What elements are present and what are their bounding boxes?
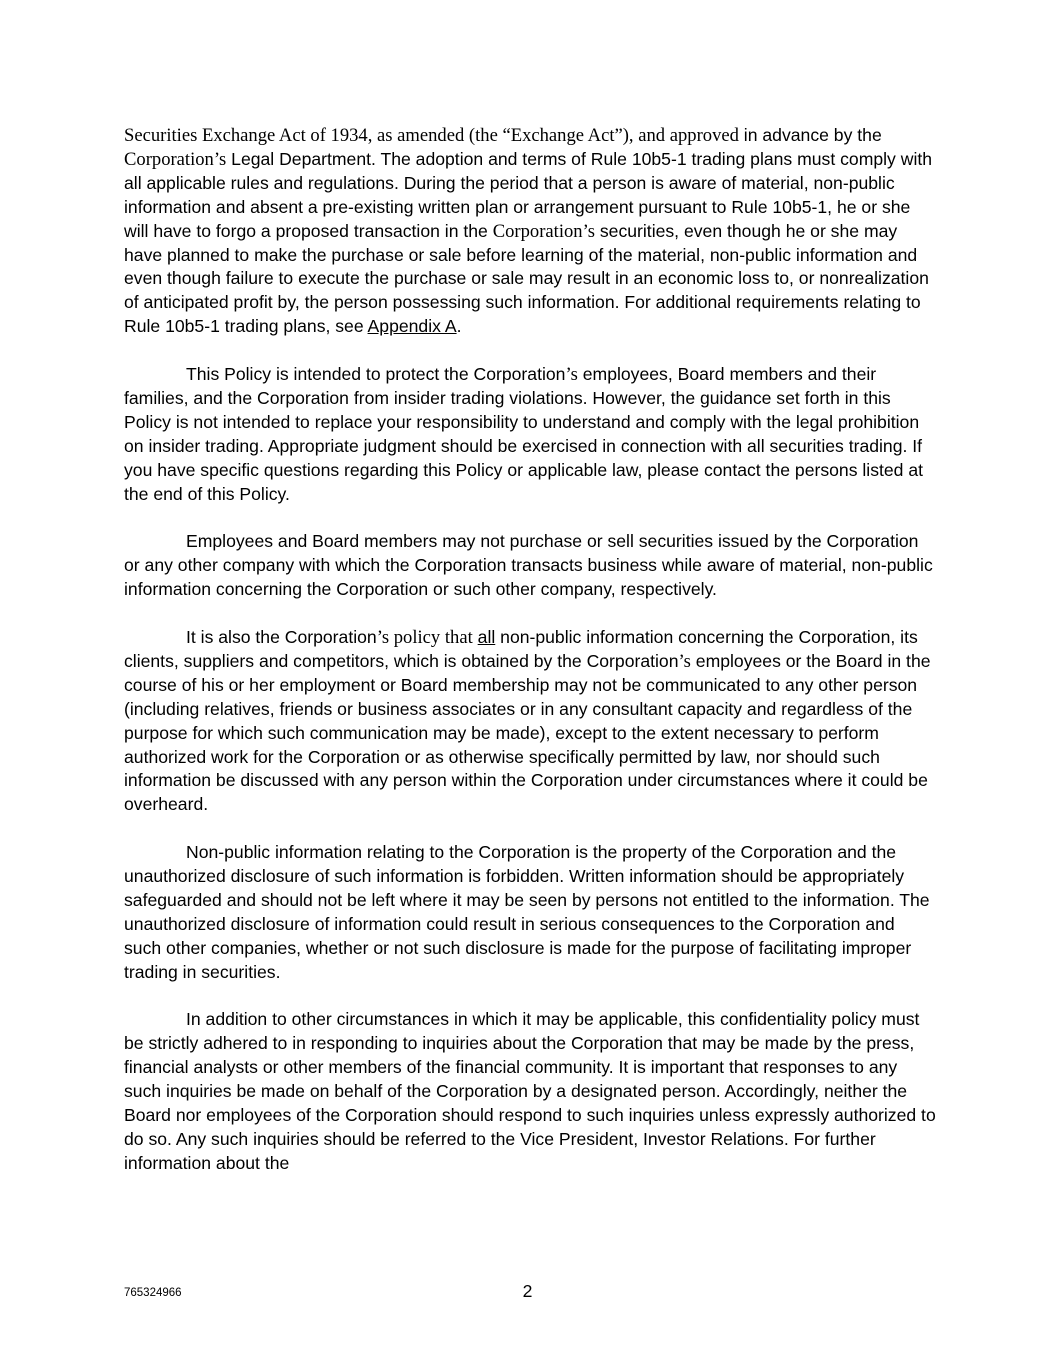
text-run: Securities Exchange Act of 1934, as amended (the “Exchange Act”), and approved [124,125,739,146]
text-run: employees or the Board in the course of his or her employment or Board membership may not be communicated to any other person (including relatives, friends or business associates or in any consultant capacity and regardless of the purpose for which such communication may be made), except to the extent necessary to perform authorized work for the Corporation or as otherwise specifically permitted by law, nor should such information be discussed with any person within the Corporation under circumstances where it could be overheard. [124,650,931,815]
document-body [124,124,936,1200]
text-run: Corporation’s [124,148,227,170]
page-number: 2 [522,1281,533,1301]
text-run: ’s [678,650,691,672]
appendix-a-link: Appendix A [367,316,457,337]
paragraph-6 [124,1008,936,1175]
paragraph-5 [124,841,936,984]
paragraph-2 [124,363,936,506]
text-run: in advance by the [738,125,882,145]
paragraph-4 [124,626,936,817]
text-run: Employees and Board members may not purchase or sell securities issued by the Corporation or any other company with which the Corporation transacts business while aware of material, non-public information concerning the Corporation or such other company, respectively. [124,531,933,600]
paragraph-1 [124,124,936,339]
text-run: ’s policy that [376,626,473,648]
text-run: non-public information concerning the Corporation, its clients, suppliers and competitors, which is obtained by the Corporation [124,626,918,671]
text-run: Corporation’s [492,220,595,242]
text-run: This Policy is intended to protect the Corporation [186,364,566,385]
text-run: It is also the Corporation [186,626,377,647]
text-run: employees, Board members and their families, and the Corporation from insider trading violations. However, the guidance set forth in this Policy is not intended to replace your responsibility to understand and comply with the legal prohibition on insider trading. Appropriate judgment should be exercised in connection with all securities trading. If you have specific questions regarding this Policy or applicable law, please contact the persons listed at the end of this Policy. [124,364,924,504]
text-run: . [456,316,462,337]
document-id: 765324966 [124,1287,182,1299]
text-run: Non-public information relating to the Corporation is the property of the Corporation and the unauthorized disclosure of such information is forbidden. Written information should be appropriately safeguarded and should not be left where it may be seen by persons not entitled to the information. The unauthorized disclosure of information could result in serious consequences to the Corporation and such other companies, whether or not such disclosure is made for the purpose of facilitating improper trading in securities. [124,842,930,982]
text-run: Legal Department. The adoption and terms of Rule 10b5-1 trading plans must comply with all applicable rules and regulations. During the period that a person is aware of material, non-public information and absent a pre-existing written plan or arrangement pursuant to Rule 10b5-1, he or she will have to forgo a proposed transaction in the [124,148,933,241]
paragraph-3 [124,530,936,602]
text-run: In addition to other circumstances in which it may be applicable, this confidentiality policy must be strictly adhered to in responding to inquiries about the Corporation that may be made by the press, financial analysts or other members of the financial community. It is important that responses to any such inquiries be made on behalf of the Corporation by a designated person. Accordingly, neither the Board nor employees of the Corporation should respond to such inquiries unless expressly authorized to do so. Any such inquiries should be referred to the Vice President, Investor Relations. For further information about the [124,1009,936,1173]
underlined-text: all [477,626,496,647]
text-run: ’s [565,364,578,386]
text-run: securities, even though he or she may have planned to make the purchase or sale before learning of the material, non-public information and even though failure to execute the purchase or sale may result in an economic loss to, or nonrealization of anticipated profit by, the person possessing such information. For additional requirements relating to Rule 10b5-1 trading plans, see [124,220,929,337]
